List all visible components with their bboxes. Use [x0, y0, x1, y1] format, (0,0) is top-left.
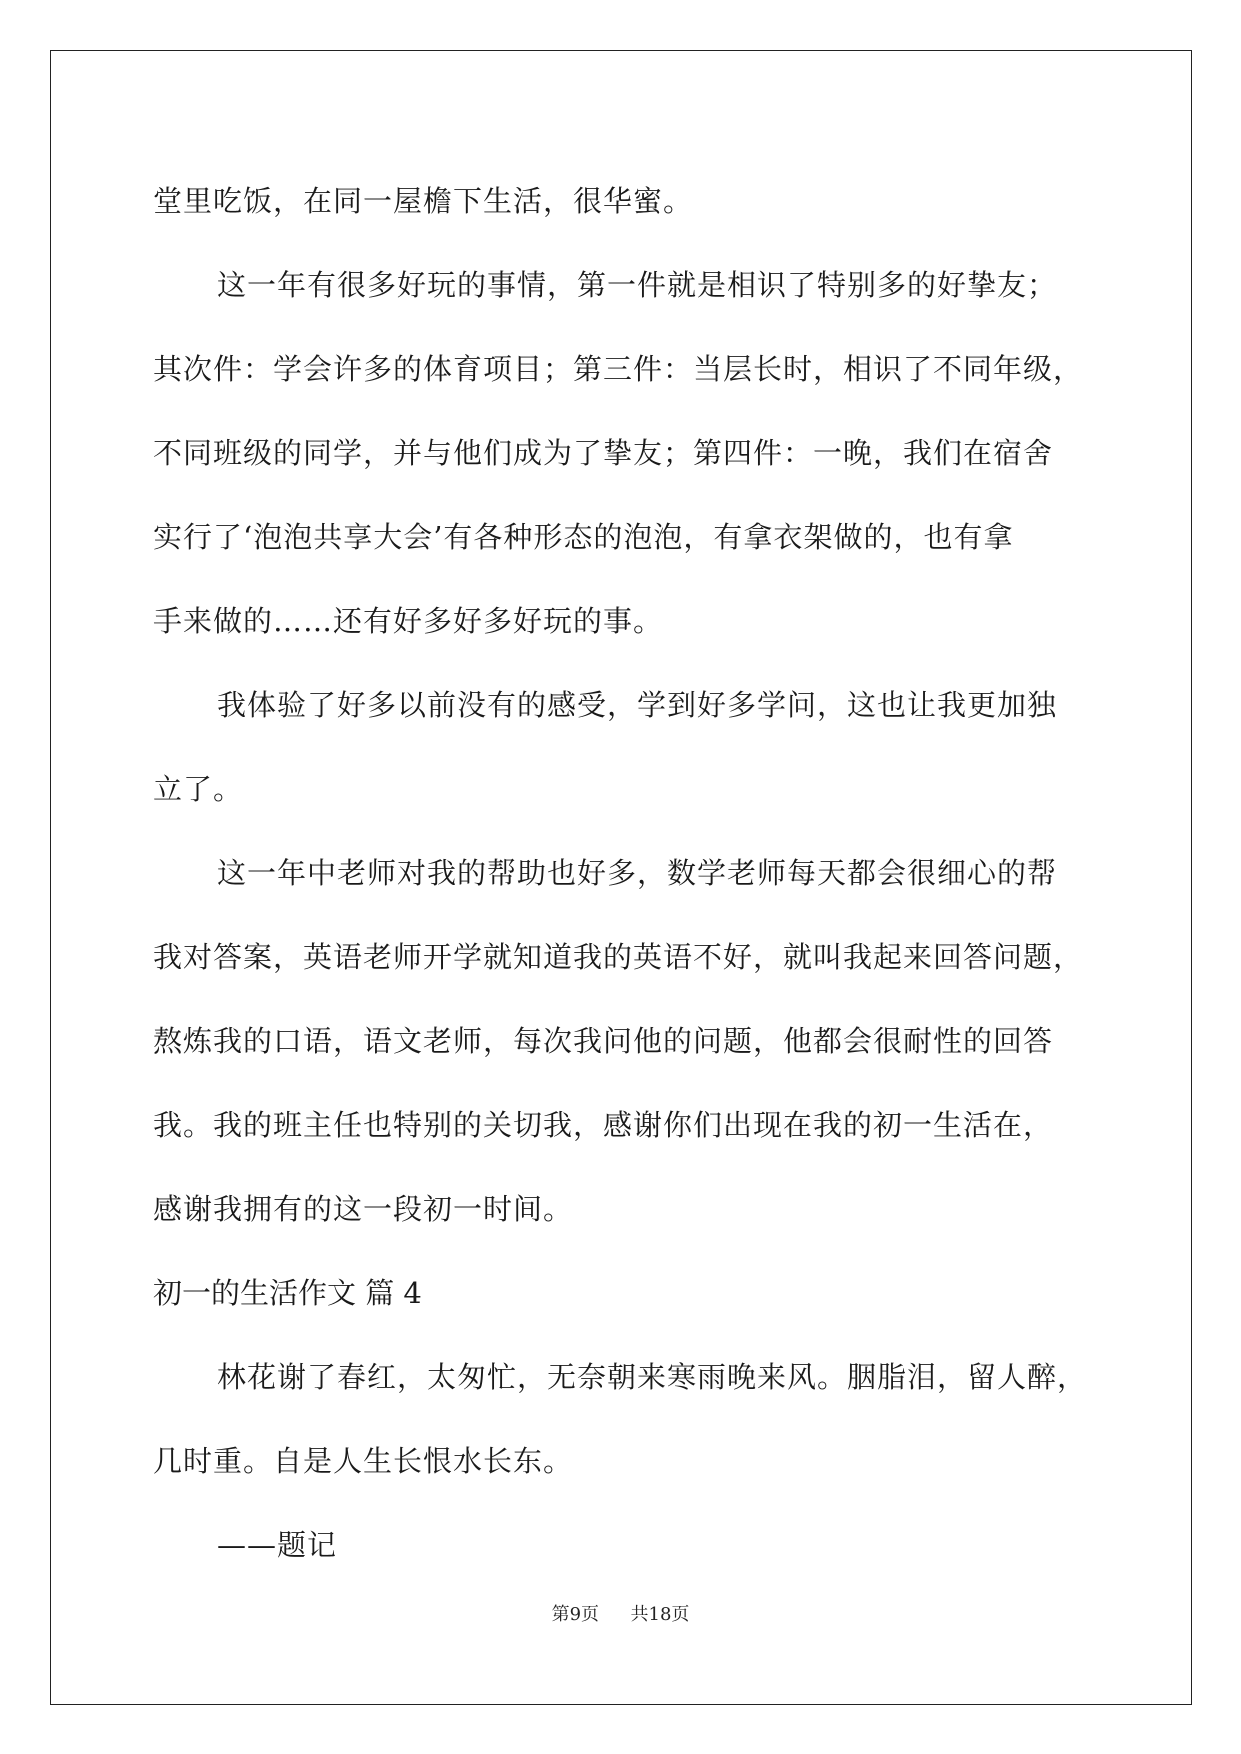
epigraph-attribution: ——题记 — [217, 1528, 338, 1562]
total-unit: 页 — [671, 1604, 690, 1625]
document-body — [153, 159, 1093, 1587]
paragraph-line: 这一年有很多好玩的事情，第一件就是相识了特别多的好挚友； — [217, 268, 1058, 302]
paragraph-line: 堂里吃饭，在同一屋檐下生活，很华蜜。 — [153, 184, 694, 218]
paragraph-line: 不同班级的同学，并与他们成为了挚友；第四件：一晚，我们在宿舍 — [153, 436, 1054, 470]
paragraph-line: 几时重。自是人生长恨水长东。 — [153, 1444, 574, 1478]
paragraph-line: 其次件：学会许多的体育项目；第三件：当层长时，相识了不同年级， — [153, 352, 1084, 386]
paragraph-line: 林花谢了春红，太匆忙，无奈朝来寒雨晚来风。胭脂泪，留人醉， — [217, 1360, 1088, 1394]
paragraph-line: 感谢我拥有的这一段初一时间。 — [153, 1192, 574, 1226]
paragraph-line: 这一年中老师对我的帮助也好多，数学老师每天都会很细心的帮 — [217, 856, 1058, 890]
paragraph-line: 我对答案，英语老师开学就知道我的英语不好，就叫我起来回答问题， — [153, 940, 1084, 974]
section-heading: 初一的生活作文 篇 4 — [153, 1276, 422, 1310]
paragraph-line: 我。我的班主任也特别的关切我，感谢你们出现在我的初一生活在， — [153, 1108, 1054, 1142]
total-pages: 18 — [648, 1604, 672, 1625]
page-label: 第 — [551, 1604, 570, 1625]
paragraph-line: 实行了‘泡泡共享大会’有各种形态的泡泡，有拿衣架做的，也有拿 — [153, 520, 1014, 554]
total-label: 共 — [630, 1604, 649, 1625]
paragraph-line: 立了。 — [153, 772, 244, 806]
paragraph-line: 手来做的……还有好多好多好玩的事。 — [153, 604, 664, 638]
paragraph-line: 我体验了好多以前没有的感受，学到好多学问，这也让我更加独 — [217, 688, 1058, 722]
page-unit: 页 — [581, 1604, 600, 1625]
page-footer — [0, 1600, 1241, 1626]
paragraph-line: 熬炼我的口语，语文老师，每次我问他的问题，他都会很耐性的回答 — [153, 1024, 1054, 1058]
page-number: 9 — [569, 1604, 582, 1625]
